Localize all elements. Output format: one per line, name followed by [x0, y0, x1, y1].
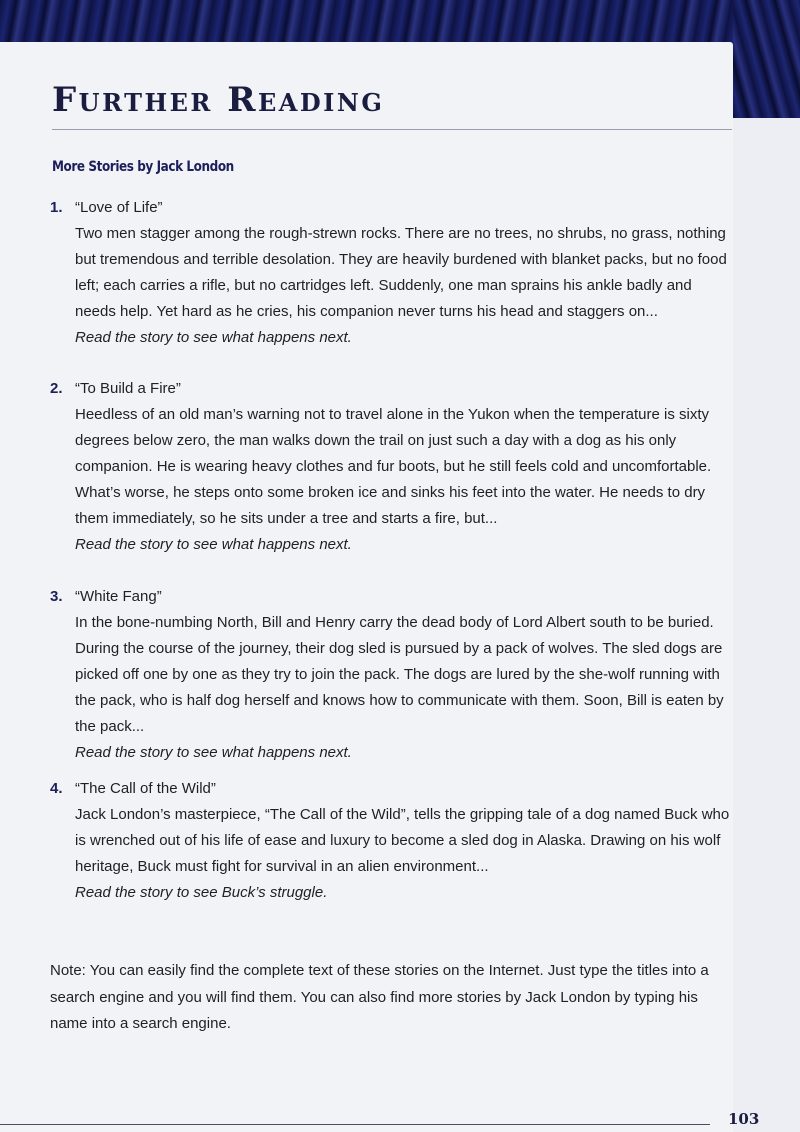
note-paragraph: Note: You can easily find the complete text of these stories on the Internet. Just type the titles into a search engine and you will find them. You can also find more stories by Jack London by typing his name into a search engine.	[50, 962, 709, 1032]
page-margin	[733, 118, 800, 1132]
decorative-top-band	[0, 0, 800, 46]
story-number: 1.	[50, 199, 63, 216]
story-title: “Love of Life”	[75, 199, 163, 216]
story-synopsis: Two men stagger among the rough-strewn rocks. There are no trees, no shrubs, no grass, nothing but tremendous and terrible desolation. They are heavily burdened with blanket packs, but no food left; each carries a rifle, but no cartridges left. Suddenly, one man sprains his ankle badly and needs help. Yet hard as he cries, his companion never turns his head and staggers on...	[75, 225, 727, 320]
list-item	[50, 584, 730, 776]
story-title: “White Fang”	[75, 588, 162, 605]
story-synopsis: Heedless of an old man’s warning not to travel alone in the Yukon when the temperature is sixty degrees below zero, the man walks down the trail on just such a day with a dog as his only companion. He is wearing heavy clothes and fur boots, but he still feels cold and uncomfortable. What’s worse, he steps onto some broken ice and sinks his feet into the water. He needs to dry them immediately, so he sits under a tree and starts a fire, but...	[75, 406, 712, 527]
story-prompt: Read the story to see what happens next.	[75, 536, 352, 553]
decorative-corner-band	[733, 0, 800, 118]
story-number: 4.	[50, 780, 63, 797]
story-list	[50, 195, 730, 946]
list-item	[50, 376, 730, 584]
title-divider	[52, 129, 732, 130]
story-title: “To Build a Fire”	[75, 380, 181, 397]
section-heading: More Stories by Jack London	[52, 159, 234, 175]
story-number: 2.	[50, 380, 63, 397]
story-prompt: Read the story to see what happens next.	[75, 329, 352, 346]
story-prompt: Read the story to see Buck’s struggle.	[75, 884, 328, 901]
story-number: 3.	[50, 588, 63, 605]
list-item	[50, 195, 730, 376]
story-synopsis: In the bone-numbing North, Bill and Henry carry the dead body of Lord Albert south to be buried. During the course of the journey, their dog sled is pursued by a pack of wolves. The sled dogs are picked off one by one as they try to join the pack. The dogs are lured by the she-wolf running with the pack, who is half dog herself and knows how to communicate with them. Soon, Bill is eaten by the pack...	[75, 614, 724, 735]
page-number: 103	[728, 1110, 760, 1128]
list-item	[50, 776, 730, 946]
story-prompt: Read the story to see what happens next.	[75, 744, 352, 761]
story-synopsis: Jack London’s masterpiece, “The Call of the Wild”, tells the gripping tale of a dog named Buck who is wrenched out of his life of ease and luxury to become a sled dog in Alaska. Drawing on his wolf heritage, Buck must fight for survival in an alien environment...	[75, 806, 730, 875]
story-title: “The Call of the Wild”	[75, 780, 216, 797]
page-title: Further Reading	[52, 80, 385, 120]
footer-divider	[0, 1124, 710, 1125]
